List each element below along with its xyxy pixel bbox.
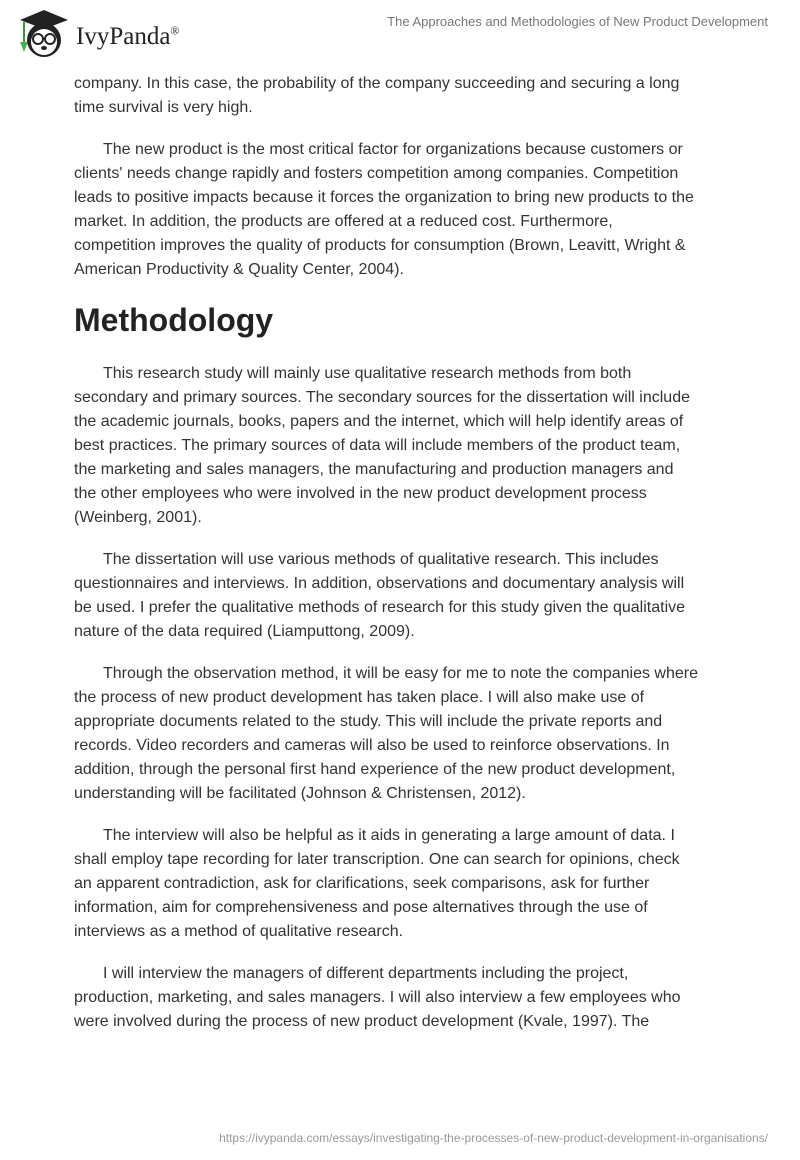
essay-content (74, 72, 734, 1052)
paragraph-line: nature of the data required (Liamputtong, 2009). (74, 623, 415, 640)
paragraph-line: The interview will also be helpful as it aids in generating a large amount of data. I (103, 827, 675, 844)
paragraph-line: (Weinberg, 2001). (74, 509, 202, 526)
paragraph-line: information, aim for comprehensiveness and pose alternatives through the use of (74, 899, 648, 916)
logo-text: IvyPanda (76, 23, 171, 50)
paragraph-line: be used. I prefer the qualitative methods of research for this study given the qualitative (74, 599, 686, 616)
paragraph-line: were involved during the process of new product development (Kvale, 1997). The (74, 1013, 650, 1030)
paragraph-line: the other employees who were involved in the new product development process (74, 485, 647, 502)
paragraph-line: production, marketing, and sales managers. I will also interview a few employees who (74, 989, 681, 1006)
paragraph-line: leads to positive impacts because it forces the organization to bring new products to the (74, 189, 694, 206)
paragraph-line: time survival is very high. (74, 99, 253, 116)
paragraph-line: company. In this case, the probability of the company succeeding and securing a long (74, 75, 680, 92)
paragraph-line: secondary and primary sources. The secondary sources for the dissertation will include (74, 389, 690, 406)
paragraph (74, 962, 734, 1034)
paragraph-line: The dissertation will use various methods of qualitative research. This includes (103, 551, 659, 568)
source-url[interactable]: https://ivypanda.com/essays/investigating-the-processes-of-new-product-development-in-organisations/ (219, 1131, 768, 1145)
section-heading: Methodology (74, 302, 274, 338)
paragraph-line: competition improves the quality of products for consumption (Brown, Leavitt, Wright & (74, 237, 686, 254)
paragraph (74, 824, 734, 944)
paragraph-line: best practices. The primary sources of data will include members of the product team, (74, 437, 681, 454)
paragraph (74, 138, 734, 282)
paragraph-line: I will interview the managers of different departments including the project, (103, 965, 629, 982)
paragraph-line: market. In addition, the products are offered at a reduced cost. Furthermore, (74, 213, 613, 230)
ivypanda-logo[interactable] (14, 8, 180, 60)
paragraph-line: This research study will mainly use qualitative research methods from both (103, 365, 632, 382)
registered-mark: ® (170, 23, 180, 38)
panda-graduate-icon (14, 8, 72, 60)
paragraph-line: The new product is the most critical factor for organizations because customers or (103, 141, 683, 158)
paragraph (74, 72, 734, 120)
paragraph-line: the process of new product development has taken place. I will also make use of (74, 689, 645, 706)
paragraph-line: records. Video recorders and cameras will also be used to reinforce observations. In (74, 737, 670, 754)
paragraph-line: questionnaires and interviews. In addition, observations and documentary analysis will (74, 575, 685, 592)
paragraph-line: interviews as a method of qualitative research. (74, 923, 404, 940)
paragraph (74, 662, 734, 806)
document-title: The Approaches and Methodologies of New Product Development (387, 14, 768, 29)
intro-section (74, 72, 734, 282)
paragraph-line: the marketing and sales managers, the manufacturing and production managers and (74, 461, 674, 478)
paragraph (74, 548, 734, 644)
paragraph-line: shall employ tape recording for later transcription. One can search for opinions, check (74, 851, 680, 868)
paragraph-line: clients' needs change rapidly and fosters competition among companies. Competition (74, 165, 679, 182)
paragraph-line: Through the observation method, it will be easy for me to note the companies where (103, 665, 698, 682)
paragraph-line: appropriate documents related to the study. This will include the private reports and (74, 713, 663, 730)
paragraph (74, 362, 734, 530)
paragraph-line: addition, through the personal first hand experience of the new product development, (74, 761, 676, 778)
paragraph-line: the academic journals, books, papers and the internet, which will help identify areas of (74, 413, 684, 430)
paragraph-line: American Productivity & Quality Center, 2004). (74, 261, 404, 278)
paragraph-line: an apparent contradiction, ask for clarifications, seek comparisons, ask for further (74, 875, 650, 892)
paragraph-line: understanding will be facilitated (Johnson & Christensen, 2012). (74, 785, 526, 802)
methodology-section (74, 362, 734, 1034)
